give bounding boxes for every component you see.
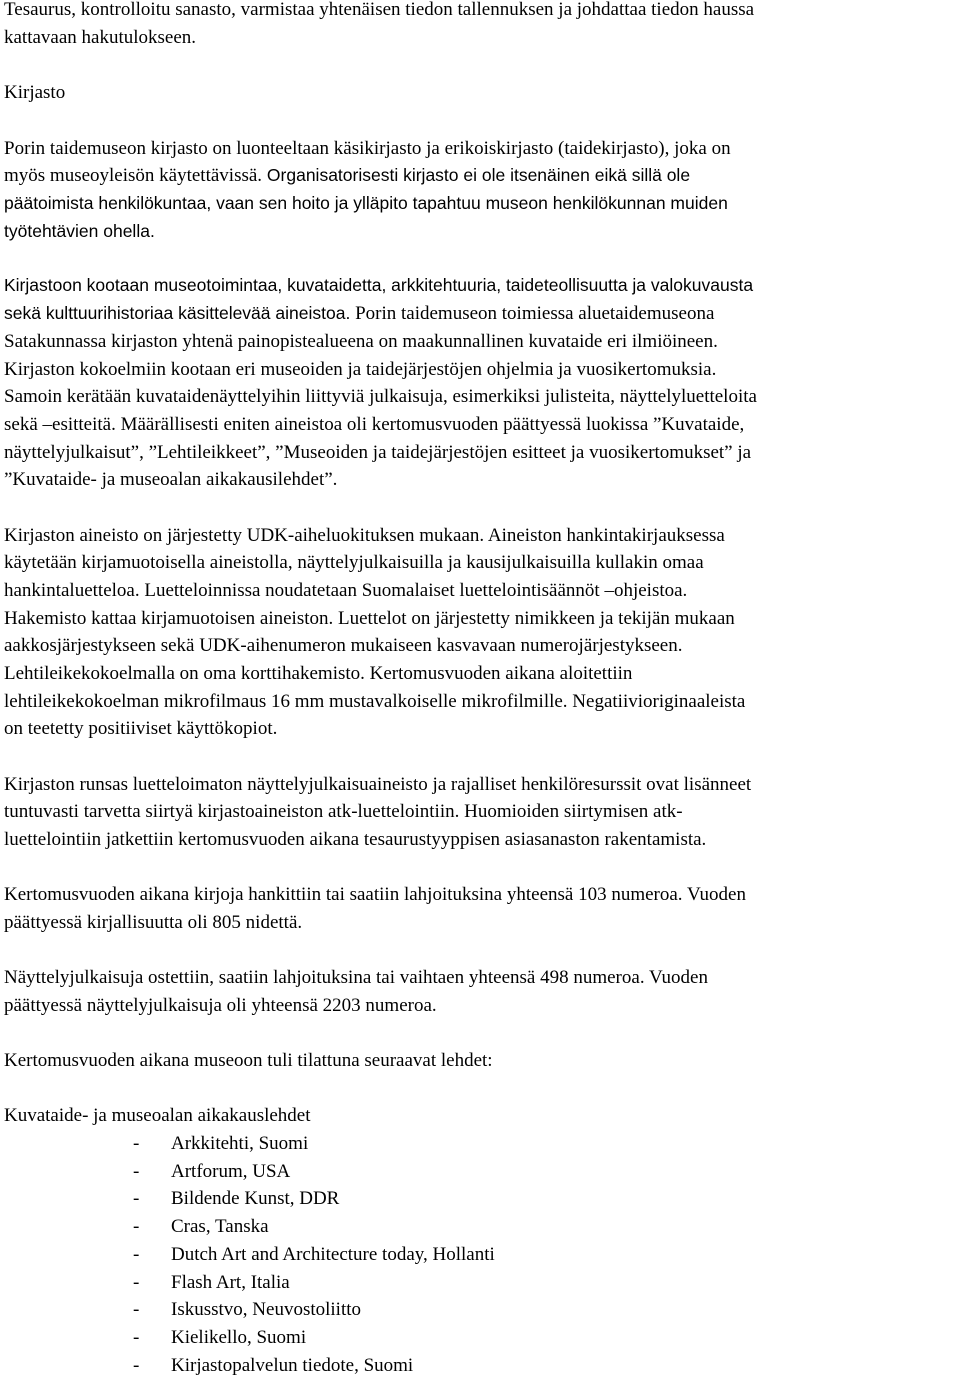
list-item [4, 1185, 956, 1213]
text-line: päättyessä näyttelyjulkaisuja oli yhteensä 2203 numeroa. [4, 994, 437, 1016]
text-line: on teetetty positiiviset käyttökopiot. [4, 718, 278, 740]
list-item [4, 1324, 956, 1352]
paragraph-books [4, 881, 956, 936]
text-line: Satakunnassa kirjaston yhtenä painopistealueena on maakunnallinen kuvataide eri ilmiöineen. [4, 330, 718, 352]
list-item [4, 1241, 956, 1269]
list-item [4, 1213, 956, 1241]
list-dash: - [133, 1243, 140, 1265]
list-dash: - [133, 1299, 140, 1321]
magazine-name: Dutch Art and Architecture today, Hollanti [171, 1243, 495, 1265]
text-segment: Porin taidemuseon toimiessa aluetaidemuseona [350, 303, 715, 325]
paragraph-library-overview [4, 135, 956, 246]
magazine-name: Flash Art, Italia [171, 1271, 290, 1293]
text-line [4, 300, 956, 328]
list-dash: - [133, 1188, 140, 1210]
text-line: Kirjastoon kootaan museotoimintaa, kuvataidetta, arkkitehtuuria, taideteollisuutta ja valokuvausta [4, 275, 754, 296]
magazine-name: Bildende Kunst, DDR [171, 1188, 340, 1210]
text-line: lehtileikekokoelman mikrofilmaus 16 mm mustavalkoiselle mikrofilmille. Negatiivioriginaaleista [4, 690, 746, 712]
magazine-name: Kirjastopalvelun tiedote, Suomi [171, 1354, 414, 1376]
section-heading: Kirjasto [4, 81, 66, 103]
paragraph-exhibition-publications [4, 964, 956, 1019]
text-line: Kirjaston aineisto on järjestetty UDK-aiheluokituksen mukaan. Aineiston hankintakirjauksessa [4, 524, 725, 546]
text-line: Lehtileikekokoelmalla on oma korttihakemisto. Kertomusvuoden aikana aloitettiin [4, 663, 633, 685]
list-item [4, 1296, 956, 1324]
list-heading: Kuvataide- ja museoalan aikakauslehdet [4, 1105, 311, 1127]
list-dash: - [133, 1271, 140, 1293]
paragraph-collection-scope [4, 272, 956, 494]
intro-paragraph [4, 0, 956, 51]
list-item [4, 1352, 956, 1380]
text-line: tuntuvasti tarvetta siirtyä kirjastoaineiston atk-luettelointiin. Huomioiden siirtymisen atk- [4, 801, 683, 823]
magazine-list [4, 1130, 956, 1379]
text-line: päättyessä kirjallisuutta oli 805 nidettä. [4, 911, 303, 933]
list-dash: - [133, 1160, 140, 1182]
text-line: Kirjaston runsas luetteloimaton näyttelyjulkaisuaineisto ja rajalliset henkilöresurssit ovat lisänneet [4, 773, 752, 795]
list-item [4, 1158, 956, 1186]
text-line: Tesaurus, kontrolloitu sanasto, varmistaa yhtenäisen tiedon tallennuksen ja johdattaa tiedon haussa [4, 0, 755, 20]
magazine-name: Arkkitehti, Suomi [171, 1133, 309, 1154]
text-line: Kertomusvuoden aikana kirjoja hankittiin tai saatiin lahjoituksina yhteensä 103 numeroa. Vuoden [4, 884, 746, 906]
list-dash: - [133, 1133, 140, 1154]
list-item [4, 1130, 956, 1158]
magazine-name: Iskusstvo, Neuvostoliitto [171, 1299, 362, 1321]
text-segment: sekä kulttuurihistoriaa käsittelevää aineistoa. [4, 303, 351, 324]
text-line: käytetään kirjamuotoisella aineistolla, näyttelyjulkaisuilla ja kausijulkaisuilla kullakin omaa [4, 552, 704, 574]
text-line: hankintaluetteloa. Luetteloinnissa noudatetaan Suomalaiset luettelointisäännöt –ohjeistoa. [4, 579, 688, 601]
paragraph-classification [4, 522, 956, 744]
text-line: ”Kuvataide- ja museoalan aikakausilehdet”. [4, 469, 338, 491]
list-dash: - [133, 1216, 140, 1238]
list-item [4, 1269, 956, 1297]
text-line: päätoimista henkilökuntaa, vaan sen hoito ja ylläpito tapahtuu museon henkilökunnan muiden [4, 193, 728, 214]
text-line [4, 162, 956, 190]
text-line: kattavaan hakutulokseen. [4, 26, 197, 48]
text-segment: Organisatorisesti kirjasto ei ole itsenäinen eikä sillä ole [262, 165, 691, 186]
text-line: Kirjaston kokoelmiin kootaan eri museoiden ja taidejärjestöjen ohjelmia ja vuosikertomuksia. [4, 358, 717, 380]
list-dash: - [133, 1354, 140, 1376]
document-page [4, 0, 956, 1379]
text-line: Näyttelyjulkaisuja ostettiin, saatiin lahjoituksina tai vaihtaen yhteensä 498 numeroa. Vuoden [4, 967, 708, 989]
text-line: Porin taidemuseon kirjasto on luonteeltaan käsikirjasto ja erikoiskirjasto (taidekirjasto), joka on [4, 137, 731, 159]
magazine-name: Cras, Tanska [171, 1216, 269, 1238]
magazine-name: Kielikello, Suomi [171, 1326, 307, 1348]
text-line: sekä –esitteitä. Määrällisesti eniten aineistoa oli kertomusvuoden päättyessä luokissa ”Kuvataide, [4, 413, 745, 435]
paragraph-cataloguing [4, 771, 956, 854]
text-line: työtehtävien ohella. [4, 220, 155, 241]
text-line: aakkosjärjestykseen sekä UDK-aihenumeron mukaiseen kasvavaan numerojärjestykseen. [4, 635, 683, 657]
text-line: Samoin kerätään kuvataidenäyttelyihin liittyviä julkaisuja, esimerkiksi julisteita, näyttelyluetteloita [4, 386, 757, 408]
paragraph-subscriptions: Kertomusvuoden aikana museoon tuli tilattuna seuraavat lehdet: [4, 1050, 493, 1072]
text-segment: myös museoyleisön käytettävissä. [4, 165, 263, 187]
text-line: luettelointiin jatkettiin kertomusvuoden aikana tesaurustyyppisen asiasanaston rakentamista. [4, 829, 707, 851]
text-line: Hakemisto kattaa kirjamuotoisen aineiston. Luettelot on järjestetty nimikkeen ja tekijän mukaan [4, 607, 735, 629]
magazine-name: Artforum, USA [171, 1160, 291, 1182]
text-line: näyttelyjulkaisut”, ”Lehtileikkeet”, ”Museoiden ja taidejärjestöjen esitteet ja vuosikertomukset” ja [4, 441, 752, 463]
list-dash: - [133, 1326, 140, 1348]
